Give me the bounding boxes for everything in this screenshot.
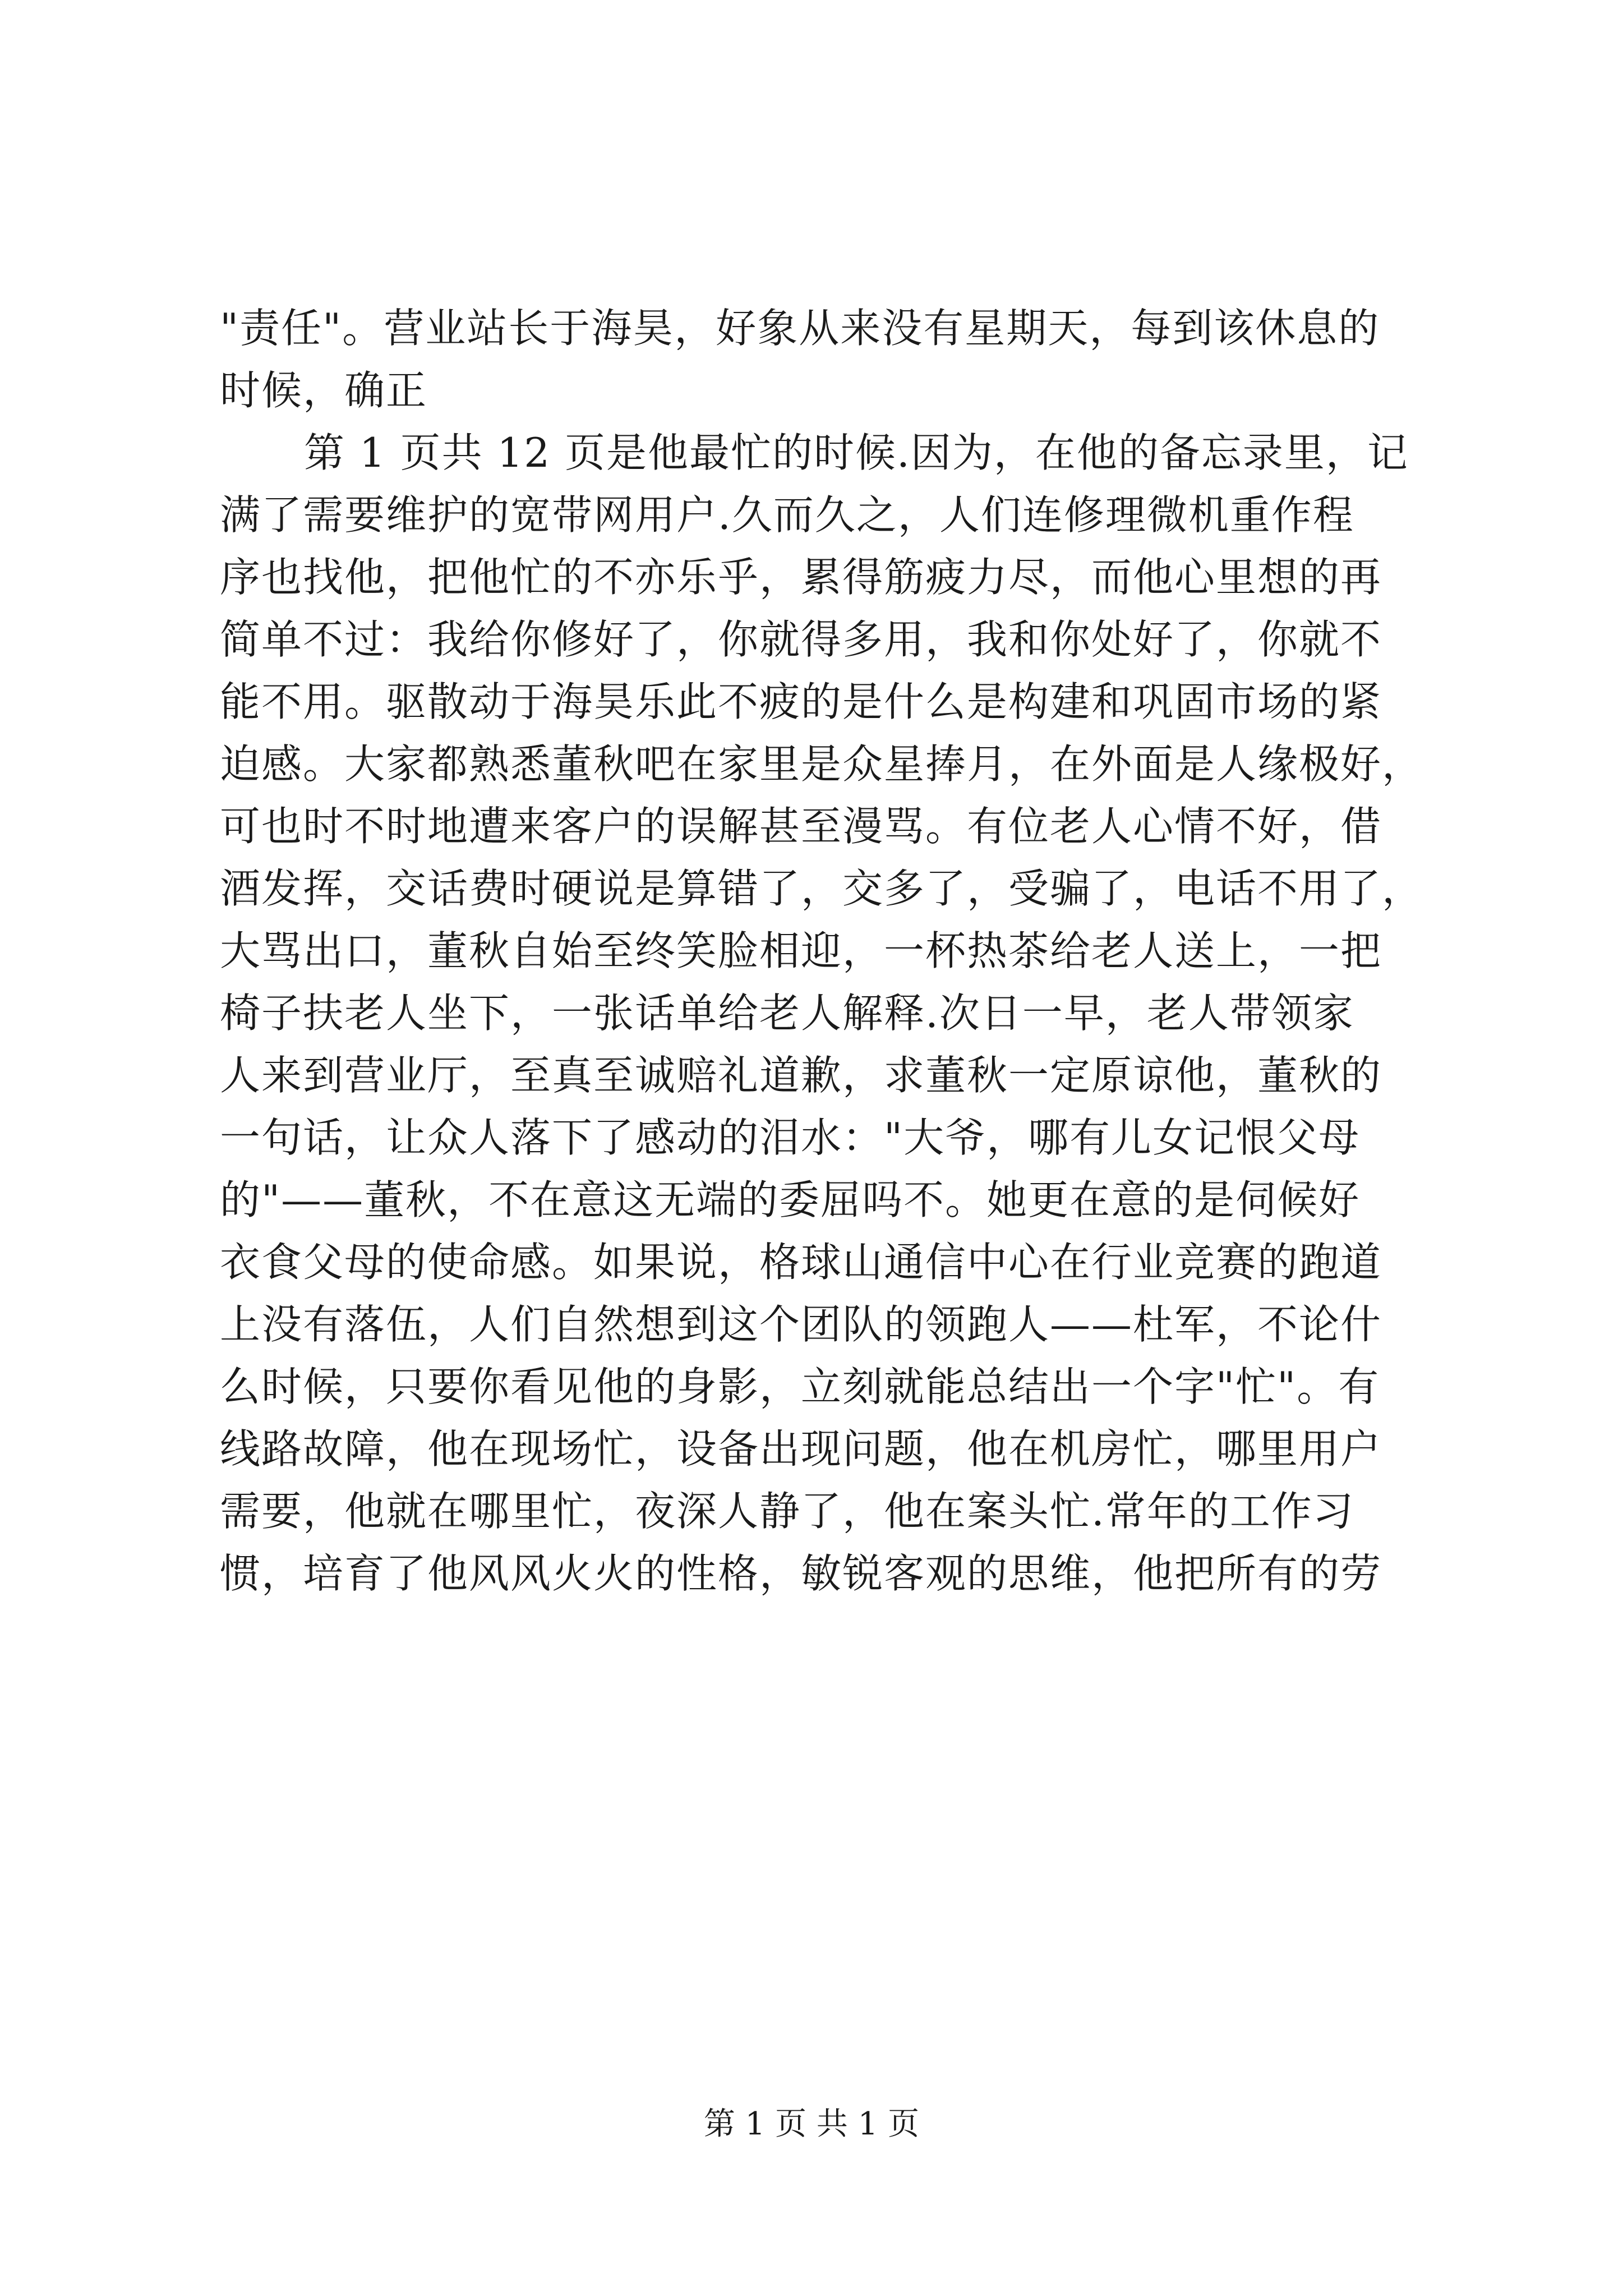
body-text (220, 297, 1426, 1605)
text-line: 椅子扶老人坐下，一张话单给老人解释.次日一早，老人带领家 (220, 990, 1354, 1037)
text-line: "责任"。营业站长于海昊，好象从来没有星期天，每到该休息的 (220, 305, 1380, 352)
text-line: 大骂出口，董秋自始至终笑脸相迎，一杯热茶给老人送上，一把 (220, 927, 1382, 974)
text-line: 序也找他，把他忙的不亦乐乎，累得筋疲力尽，而他心里想的再 (220, 554, 1382, 601)
text-line: 简单不过：我给你修好了，你就得多用，我和你处好了，你就不 (220, 616, 1382, 663)
text-line: 惯，培育了他风风火火的性格，敏锐客观的思维，他把所有的劳 (220, 1550, 1382, 1597)
text-line: 需要，他就在哪里忙，夜深人静了，他在案头忙.常年的工作习 (220, 1488, 1354, 1535)
text-line: 迫感。大家都熟悉董秋吧在家里是众星捧月，在外面是人缘极好， (220, 740, 1424, 788)
text-line: 酒发挥，交话费时硬说是算错了，交多了，受骗了，电话不用了， (220, 865, 1424, 912)
text-line: 衣食父母的使命感。如果说，格球山通信中心在行业竞赛的跑道 (220, 1239, 1382, 1286)
text-line: 能不用。驱散动于海昊乐此不疲的是什么是构建和巩固市场的紧 (220, 678, 1382, 725)
text-line: 可也时不时地遭来客户的误解甚至漫骂。有位老人心情不好，借 (220, 803, 1382, 850)
text-line: 人来到营业厅，至真至诚赔礼道歉，求董秋一定原谅他，董秋的 (220, 1052, 1382, 1099)
text-line: 么时候，只要你看见他的身影，立刻就能总结出一个字"忙"。有 (220, 1363, 1380, 1410)
paragraph-first-line: 第 1 页共 12 页是他最忙的时候.因为，在他的备忘录里，记 (304, 429, 1409, 476)
page-number-footer: 第 1 页 共 1 页 (703, 2106, 920, 2142)
text-line: 时候，确正 (220, 367, 428, 414)
text-line: 上没有落伍，人们自然想到这个团队的领跑人——杜军，不论什 (220, 1301, 1382, 1348)
text-line: 一句话，让众人落下了感动的泪水："大爷，哪有儿女记恨父母 (220, 1114, 1361, 1161)
text-line: 的"——董秋，不在意这无端的委屈吗不。她更在意的是伺候好 (220, 1176, 1361, 1223)
text-line: 满了需要维护的宽带网用户.久而久之，人们连修理微机重作程 (220, 491, 1354, 539)
text-line: 线路故障，他在现场忙，设备出现问题，他在机房忙，哪里用户 (220, 1425, 1382, 1473)
